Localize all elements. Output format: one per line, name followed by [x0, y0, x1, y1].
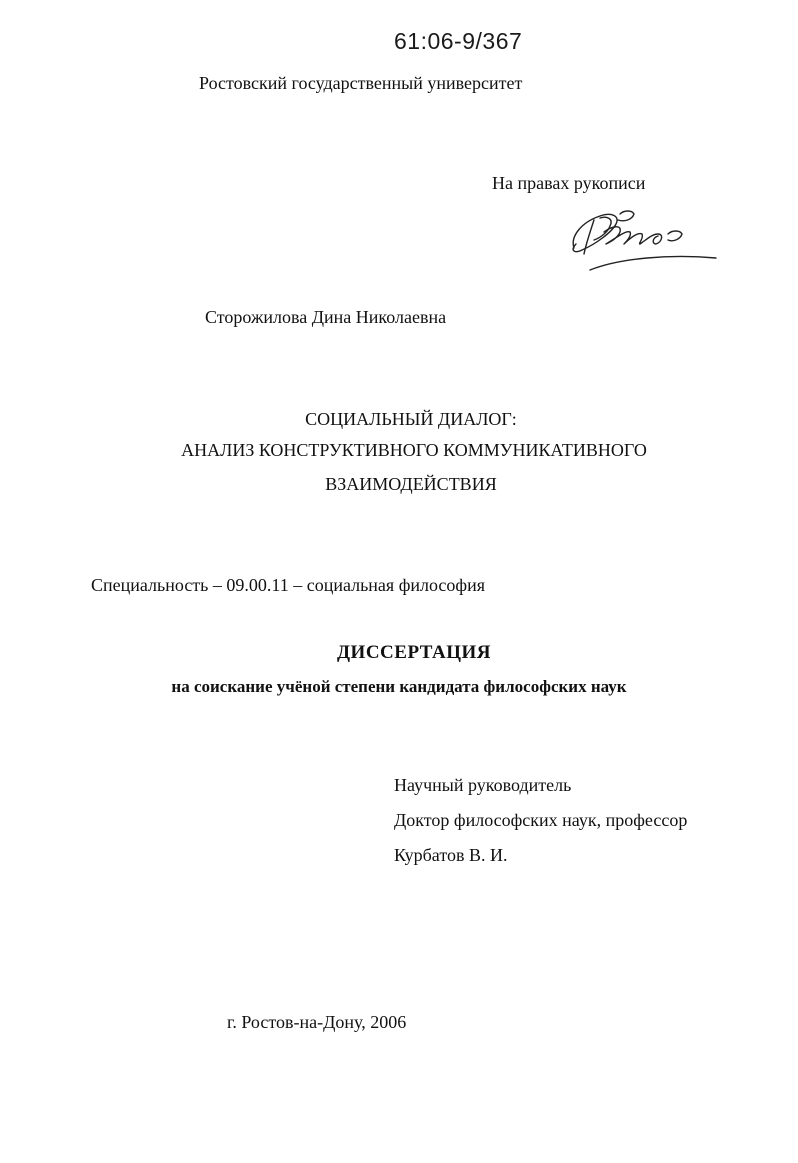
title-line-2: АНАЛИЗ КОНСТРУКТИВНОГО КОММУНИКАТИВНОГО — [181, 440, 647, 460]
supervisor-name: Курбатов В. И. — [394, 845, 508, 865]
manuscript-rights: На правах рукописи — [492, 173, 646, 193]
signature-icon — [560, 200, 720, 280]
specialty: Специальность – 09.00.11 – социальная философия — [91, 575, 485, 595]
title-line-3: ВЗАИМОДЕЙСТВИЯ — [325, 474, 497, 494]
document-type: ДИССЕРТАЦИЯ — [336, 642, 492, 663]
degree-sought: на соискание учёной степени кандидата философских наук — [171, 677, 627, 696]
registry-number: 61:06-9/367 — [394, 28, 523, 54]
title-line-1: СОЦИАЛЬНЫЙ ДИАЛОГ: — [305, 409, 517, 429]
city-year: г. Ростов-на-Дону, 2006 — [227, 1012, 407, 1032]
supervisor-role: Научный руководитель — [394, 775, 572, 795]
supervisor-degree: Доктор философских наук, профессор — [394, 810, 688, 830]
author-name: Сторожилова Дина Николаевна — [205, 307, 447, 327]
university-name: Ростовский государственный университет — [199, 73, 523, 93]
